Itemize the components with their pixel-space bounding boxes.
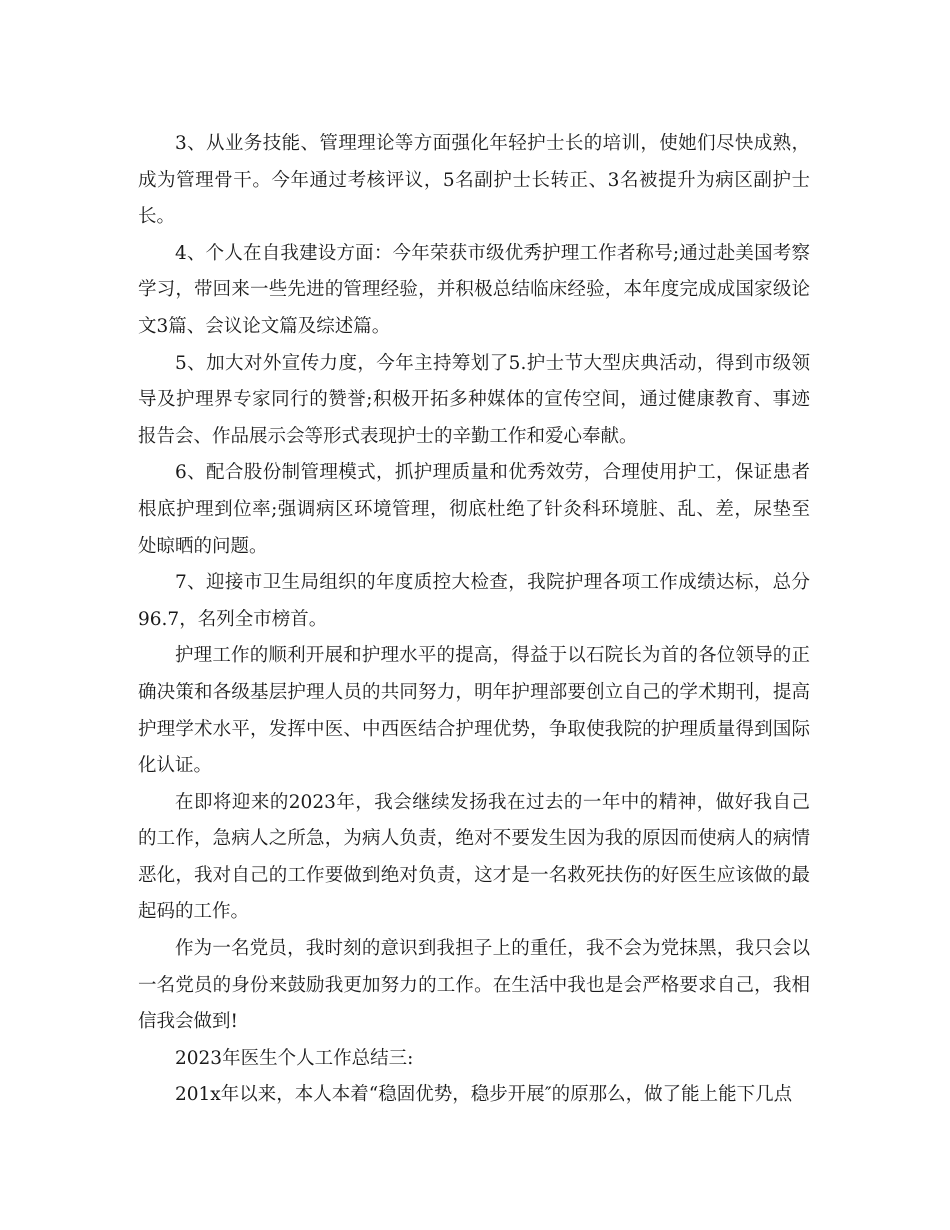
paragraph-section-start: 201x年以来，本人本着“稳固优势，稳步开展″的原那么，做了能上能下几点 <box>175 1084 793 1106</box>
document-body <box>138 126 810 1114</box>
paragraph-party-member: 作为一名党员，我时刻的意识到我担子上的重任，我不会为党抹黑，我只会以一名党员的身份来鼓励我更加努力的工作。在生活中我也是会严格要求自己，我相信我会做到! <box>138 938 810 1033</box>
paragraph-item-5: 5、加大对外宣传力度，今年主持筹划了5.护士节大型庆典活动，得到市级领导及护理界专家同行的赞誉;积极开拓多种媒体的宣传空间，通过健康教育、事迹报告会、作品展示会等形式表现护士的辛勤工作和爱心奉献。 <box>138 352 810 447</box>
paragraph-item-7: 7、迎接市卫生局组织的年度质控大检查，我院护理各项工作成绩达标，总分96.7，名列全市榜首。 <box>138 572 810 630</box>
paragraph-item-3: 3、从业务技能、管理理论等方面强化年轻护士长的培训，使她们尽快成熟，成为管理骨干。今年通过考核评议，5名副护士长转正、3名被提升为病区副护士长。 <box>138 133 810 228</box>
paragraph-item-4: 4、个人在自我建设方面：今年荣获市级优秀护理工作者称号;通过赴美国考察学习，带回来一些先进的管理经验，并积极总结临床经验，本年度完成成国家级论文3篇、会议论文篇及综述篇。 <box>138 242 810 337</box>
section-heading: 2023年医生个人工作总结三: <box>175 1047 414 1069</box>
paragraph-2023-plan: 在即将迎来的2023年，我会继续发扬我在过去的一年中的精神，做好我自己的工作，急病人之所急，为病人负责，绝对不要发生因为我的原因而使病人的病情恶化，我对自己的工作要做到绝对负责，这才是一名救死扶伤的好医生应该做的最起码的工作。 <box>138 791 810 923</box>
paragraph-nursing-summary: 护理工作的顺利开展和护理水平的提高，得益于以石院长为首的各位领导的正确决策和各级基层护理人员的共同努力，明年护理部要创立自己的学术期刊，提高护理学术水平，发挥中医、中西医结合护理优势，争取使我院的护理质量得到国际化认证。 <box>138 645 810 777</box>
paragraph-item-6: 6、配合股份制管理模式，抓护理质量和优秀效劳，合理使用护工，保证患者根底护理到位率;强调病区环境管理，彻底杜绝了针灸科环境脏、乱、差，尿垫至处晾晒的问题。 <box>138 462 810 557</box>
